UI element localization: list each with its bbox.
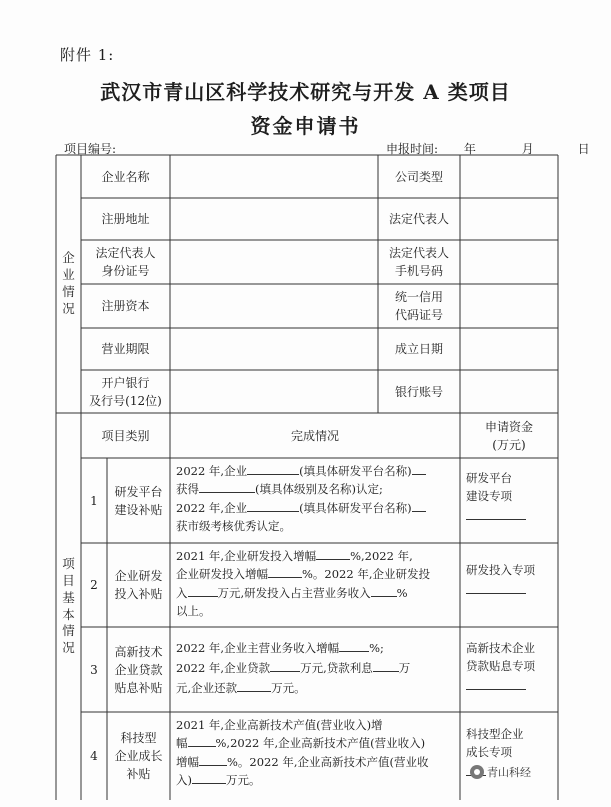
- watermark-text: 青山科经: [487, 766, 531, 779]
- company-name-label: 企业名称: [101, 169, 150, 184]
- item-2-status: 2021 年,企业研发投入增幅 %,2022 年, 企业研发投入增幅 %。2022 年,企业研发投 入 万元,研发投入占主营业务收入 % 以上。: [176, 549, 431, 619]
- item-type: 研发平台 建设补贴: [114, 484, 163, 517]
- item-2-amount[interactable]: 研发投入专项: [460, 562, 558, 594]
- company-section-label: 企 业 情 况: [62, 250, 75, 316]
- bank-account-field[interactable]: [460, 370, 558, 413]
- item-4-amount[interactable]: 科技型企业 成长专项: [460, 726, 558, 776]
- established-date-label: 成立日期: [394, 342, 443, 356]
- item-number: 3: [90, 662, 98, 677]
- registered-address-label: 注册地址: [101, 212, 150, 226]
- legal-rep-phone-label: 法定代表人 手机号码: [388, 246, 449, 278]
- credit-code-label: 统一信用 代码证号: [394, 290, 443, 322]
- item-1-amount[interactable]: 研发平台 建设专项: [460, 470, 558, 520]
- company-name-field[interactable]: [170, 155, 378, 198]
- item-1-status: 2022 年,企业 (填具体研发平台名称) 获得 (填具体级别及名称)认定; 2022 年,企业 (填具体研发平台名称) 获市级考核优秀认定。: [170, 462, 460, 536]
- month-label: 月: [521, 142, 534, 156]
- day-label: 日: [577, 142, 590, 156]
- item-type: 高新技术 企业贷款 贴息补贴: [114, 644, 163, 695]
- page-title: 武汉市青山区科学技术研究与开发 A 类项目: [100, 80, 511, 104]
- legal-rep-id-field[interactable]: [170, 240, 378, 284]
- project-section-label: 项 目 基 本 情 况: [62, 555, 75, 656]
- legal-representative-label: 法定代表人: [388, 212, 449, 226]
- item-number: 1: [90, 493, 98, 508]
- registered-capital-label: 注册资本: [101, 299, 150, 313]
- bank-label: 开户银行 及行号(12位): [89, 375, 162, 408]
- attachment-label: 附件 1:: [60, 46, 115, 64]
- completion-status-header: 完成情况: [290, 428, 339, 443]
- company-type-field[interactable]: [460, 155, 558, 198]
- year-label: 年: [463, 142, 476, 156]
- established-date-field[interactable]: [460, 328, 558, 370]
- legal-representative-field[interactable]: [460, 198, 558, 240]
- project-type-header: 项目类别: [101, 428, 150, 443]
- business-term-field[interactable]: [170, 328, 378, 370]
- item-4-status: 2021 年,企业高新技术产值(营业收入)增 幅 %,2022 年,企业高新技术产值(营业收入) 增幅 %。2022 年,企业高新技术产值(营业收 入) 万元。: [176, 718, 429, 788]
- bank-account-label: 银行账号: [394, 384, 443, 399]
- item-3-status: 2022 年,企业主营业务收入增幅 %; 2022 年,企业贷款 万元,贷款利息 万 元,企业还款 万元。: [176, 641, 411, 696]
- business-term-label: 营业期限: [101, 342, 150, 356]
- credit-code-field[interactable]: [460, 284, 558, 328]
- project-number-label: 项目编号:: [64, 142, 117, 156]
- item-number: 4: [90, 749, 98, 763]
- bank-field[interactable]: [170, 370, 378, 413]
- registered-capital-field[interactable]: [170, 284, 378, 328]
- watermark: [470, 764, 531, 780]
- item-type: 企业研发 投入补贴: [114, 569, 163, 601]
- company-type-label: 公司类型: [394, 169, 443, 184]
- item-type: 科技型 企业成长 补贴: [114, 731, 163, 781]
- item-3-amount[interactable]: 高新技术企业 贷款贴息专项: [460, 640, 558, 690]
- requested-amount-header: 申请资金 (万元): [484, 419, 533, 452]
- wechat-icon: [470, 765, 484, 779]
- legal-rep-id-label: 法定代表人 身份证号: [95, 246, 156, 278]
- registered-address-field[interactable]: [170, 198, 378, 240]
- apply-time-label: 申报时间:: [386, 142, 439, 156]
- legal-rep-phone-field[interactable]: [460, 240, 558, 284]
- page-subtitle: 资金申请书: [250, 114, 361, 138]
- item-number: 2: [90, 578, 98, 592]
